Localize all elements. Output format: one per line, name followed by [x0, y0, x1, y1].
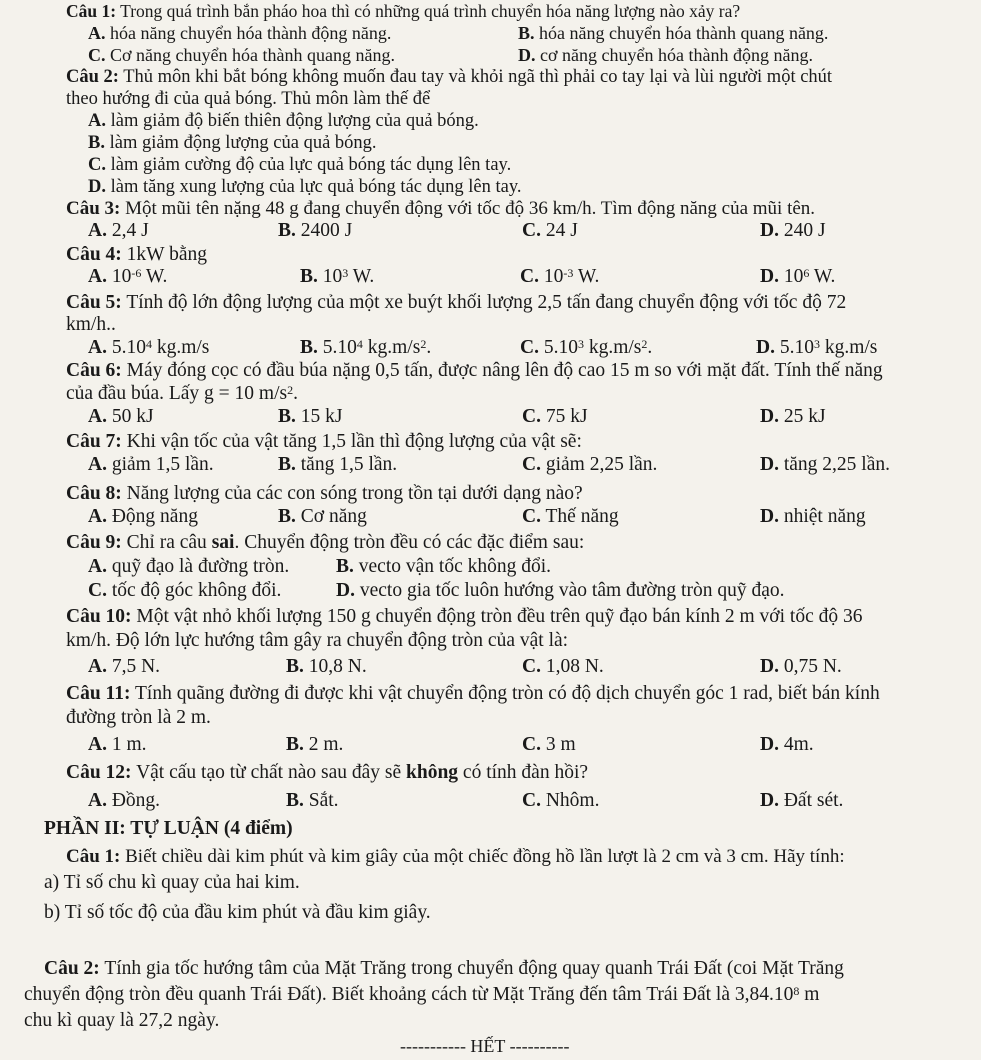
end-marker: ----------- HẾT ---------- [400, 1036, 570, 1056]
q5-option-c: C. 5.10$^3$ $kg.m/s^2$. [520, 337, 653, 358]
q2-option-b: B. làm giảm động lượng của quả bóng. [88, 133, 377, 153]
q9-stem: Câu 9: Chỉ ra câu sai. Chuyển động tròn đều có các đặc điểm sau: [66, 532, 585, 553]
q6-option-a: A. 50 kJ [88, 406, 154, 427]
q1-label: Câu 1: [66, 1, 117, 21]
q11-option-b: B. 2 m. [286, 734, 344, 755]
q6-stem-line2: của đầu búa. Lấy g = 10 $m/s^2$. [66, 383, 298, 404]
q6-stem-line1: Câu 6: Máy đóng cọc có đầu búa nặng 0,5 tấn, được nâng lên độ cao 15 m so với mặt đất. Tính thế năng [66, 360, 883, 381]
q3-option-a: A. 2,4 J [88, 220, 149, 241]
q1-text: Trong quá trình bắn pháo hoa thì có những quá trình chuyển hóa năng lượng nào xảy ra? [116, 1, 741, 21]
q12-option-a: A. Đồng. [88, 790, 161, 811]
q1-option-a: A. hóa năng chuyển hóa thành động năng. [88, 23, 392, 43]
q1-stem [66, 0, 740, 22]
q11-option-c: C. 3 m [522, 734, 576, 755]
q4-option-c: C. $10^{-3}$ W. [520, 266, 600, 287]
q9-option-a: A. quỹ đạo là đường tròn. [88, 556, 290, 577]
q2-option-d: D. làm tăng xung lượng của lực quả bóng tác dụng lên tay. [88, 177, 522, 197]
q10-option-a: A. 7,5 N. [88, 656, 161, 677]
q10-stem-line1: Câu 10: Một vật nhỏ khối lượng 150 g chuyển động tròn đều trên quỹ đạo bán kính 2 m với tốc độ 36 [66, 606, 863, 627]
q11-stem-line1: Câu 11: Tính quãng đường đi được khi vật chuyển động tròn có độ dịch chuyển góc 1 rad, biết bán kính [66, 683, 880, 704]
q12-option-c: C. Nhôm. [522, 790, 600, 811]
e1-stem: Câu 1: Biết chiều dài kim phút và kim giây của một chiếc đồng hồ lần lượt là 2 cm và 3 cm. Hãy tính: [66, 846, 845, 867]
e2-stem-line3: chu kì quay là 27,2 ngày. [24, 1010, 220, 1031]
q4-option-b: B. $10^3$ W. [300, 266, 375, 287]
q4-option-a: A. $10^{-6}$ W. [88, 266, 168, 287]
q10-stem-line2: km/h. Độ lớn lực hướng tâm gây ra chuyển động tròn của vật là: [66, 630, 569, 651]
q11-option-d: D. 4m. [760, 734, 814, 755]
q10-option-d: D. 0,75 N. [760, 656, 842, 677]
q2-option-c: C. làm giảm cường độ của lực quả bóng tác dụng lên tay. [88, 155, 512, 175]
q9-option-b: B. vecto vận tốc không đổi. [336, 556, 552, 577]
e1-part-a: a) Tỉ số chu kì quay của hai kim. [44, 872, 300, 893]
q5-option-a: A. 5.10$^4$ kg.m/s [88, 337, 210, 358]
q1-option-c: C. Cơ năng chuyển hóa thành quang năng. [88, 45, 395, 65]
q7-option-b: B. tăng 1,5 lần. [278, 454, 398, 475]
q12-stem: Câu 12: Vật cấu tạo từ chất nào sau đây sẽ không có tính đàn hồi? [66, 762, 589, 783]
q3-option-b: B. 2400 J [278, 220, 353, 241]
q8-option-d: D. nhiệt năng [760, 506, 866, 527]
q2-option-a: A. làm giảm độ biến thiên động lượng của quả bóng. [88, 111, 479, 131]
q12-option-d: D. Đất sét. [760, 790, 844, 811]
q1-option-d: D. cơ năng chuyển hóa thành động năng. [518, 45, 813, 65]
q8-option-b: B. Cơ năng [278, 506, 367, 527]
q11-option-a: A. 1 m. [88, 734, 147, 755]
e2-stem-line2: chuyển động tròn đều quanh Trái Đất). Biết khoảng cách từ Mặt Trăng đến tâm Trái Đất là 3,84.10$^8$ m [24, 984, 820, 1005]
q9-option-d: D. vecto gia tốc luôn hướng vào tâm đường tròn quỹ đạo. [336, 580, 785, 601]
q12-option-b: B. Sắt. [286, 790, 339, 811]
q7-option-a: A. giảm 1,5 lần. [88, 454, 214, 475]
q11-stem-line2: đường tròn là 2 m. [66, 707, 211, 728]
q10-option-c: C. 1,08 N. [522, 656, 604, 677]
q3-option-d: D. 240 J [760, 220, 826, 241]
e1-part-b: b) Tỉ số tốc độ của đầu kim phút và đầu kim giây. [44, 902, 431, 923]
q9-option-c: C. tốc độ góc không đổi. [88, 580, 282, 601]
q2-stem-line2: theo hướng đi của quả bóng. Thủ môn làm thế để [66, 89, 431, 109]
q5-stem-line2: km/h.. [66, 314, 116, 335]
q1-option-b: B. hóa năng chuyển hóa thành quang năng. [518, 23, 829, 43]
q7-option-c: C. giảm 2,25 lần. [522, 454, 658, 475]
q4-option-d: D. $10^6$ W. [760, 266, 836, 287]
q8-option-c: C. Thế năng [522, 506, 619, 527]
q6-option-b: B. 15 kJ [278, 406, 343, 427]
e2-stem-line1: Câu 2: Tính gia tốc hướng tâm của Mặt Trăng trong chuyển động quay quanh Trái Đất (coi Mặt Trăng [44, 958, 844, 979]
q2-stem-line1: Câu 2: Thủ môn khi bắt bóng không muốn đau tay và khỏi ngã thì phải co tay lại và lùi người một chút [66, 67, 833, 87]
q5-option-d: D. 5.10$^3$ kg.m/s [756, 337, 878, 358]
q3-stem: Câu 3: Một mũi tên nặng 48 g đang chuyển động với tốc độ 36 km/h. Tìm động năng của mũi tên. [66, 198, 816, 219]
q7-option-d: D. tăng 2,25 lần. [760, 454, 890, 475]
q5-stem-line1: Câu 5: Tính độ lớn động lượng của một xe buýt khối lượng 2,5 tấn đang chuyển động với tốc độ 72 [66, 292, 847, 313]
q8-option-a: A. Động năng [88, 506, 198, 527]
q3-option-c: C. 24 J [522, 220, 578, 241]
q5-option-b: B. 5.10$^4$ $kg.m/s^2$. [300, 337, 432, 358]
q8-stem: Câu 8: Năng lượng của các con sóng trong tồn tại dưới dạng nào? [66, 483, 583, 504]
q10-option-b: B. 10,8 N. [286, 656, 367, 677]
q6-option-d: D. 25 kJ [760, 406, 826, 427]
q7-stem: Câu 7: Khi vận tốc của vật tăng 1,5 lần thì động lượng của vật sẽ: [66, 431, 582, 452]
q6-option-c: C. 75 kJ [522, 406, 588, 427]
part2-title: PHẦN II: TỰ LUẬN (4 điểm) [44, 818, 293, 839]
q4-stem: Câu 4: 1kW bằng [66, 244, 208, 265]
